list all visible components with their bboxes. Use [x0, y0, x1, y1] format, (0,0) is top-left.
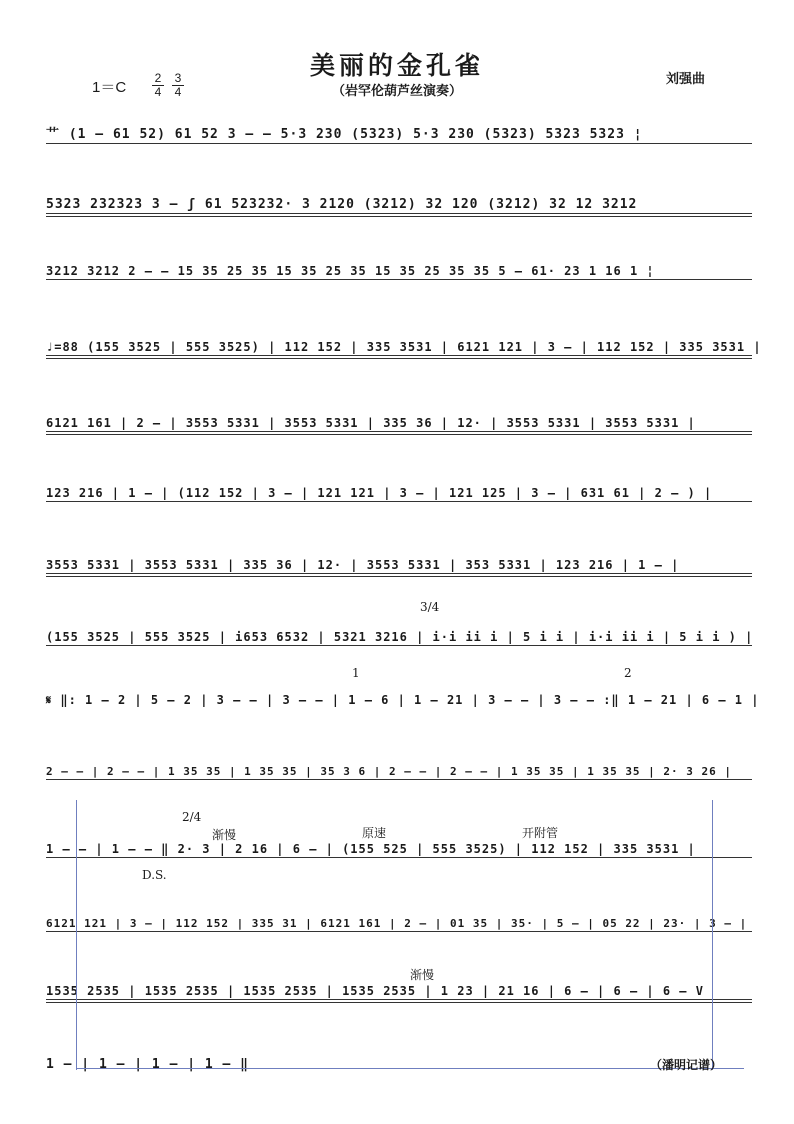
annotation-time-change-2: 2/4 — [182, 810, 202, 824]
annotation-ds: D.S. — [142, 868, 167, 882]
notation-line: 1535 2535 | 1535 2535 | 1535 2535 | 1535 2535 | 1 23 | 21 16 | 6 – | 6 – | 6 – V — [46, 984, 704, 998]
notation-line: 2 – – | 2 – – | 1 35 35 | 1 35 35 | 35 3 6 | 2 – – | 2 – – | 1 35 35 | 1 35 35 | 2· 3 26 | — [46, 765, 733, 778]
score-row-10 — [46, 746, 752, 786]
composer: 刘强曲 — [666, 71, 706, 86]
time-signature-1: 2 4 — [152, 72, 164, 99]
time-signature-2: 3 4 — [172, 72, 184, 99]
annotation-repeat-2: 2 — [624, 666, 632, 680]
score-row-3 — [46, 246, 752, 286]
notation-line: 1 – – | 1 – – ‖ 2· 3 | 2 16 | 6 – | (155 525 | 555 3525) | 112 152 | 335 3531 | — [46, 842, 696, 856]
page-title: 美丽的金孔雀 — [309, 51, 484, 80]
score-row-11 — [46, 824, 752, 864]
score-row-1 — [46, 110, 752, 150]
annotation-tempo-slow: 渐慢 — [212, 828, 237, 842]
score-row-13 — [46, 966, 752, 1006]
notation-line: 6121 121 | 3 – | 112 152 | 335 31 | 6121 161 | 2 – | 01 35 | 35· | 5 – | 05 22 | 23· | 3 – | — [46, 917, 748, 930]
score-row-14 — [46, 1040, 752, 1080]
score-row-5 — [46, 398, 752, 438]
score-row-12 — [46, 898, 752, 938]
score-row-8 — [46, 612, 752, 652]
annotation-tempo-slow-2: 渐慢 — [410, 968, 435, 982]
frame-line-right — [712, 800, 713, 1070]
annotation-repeat-1: 1 — [352, 666, 360, 680]
notation-line: ♩=88 (155 3525 | 555 3525) | 112 152 | 335 3531 | 6121 121 | 3 – | 112 152 | 335 3531 | — [46, 340, 762, 354]
score-row-2 — [46, 180, 752, 220]
score-row-6 — [46, 468, 752, 508]
notation-line: 艹 (1 – 61 52) 61 52 3 – – 5·3 230 (5323) 5·3 230 (5323) 5323 5323 ¦ — [46, 127, 643, 142]
notation-line: 5323 232323 3 – ʃ 61 523232· 3 2120 (3212) 32 120 (3212) 32 12 3212 — [46, 197, 638, 212]
notation-line: 6121 161 | 2 – | 3553 5331 | 3553 5331 | 335 36 | 12· | 3553 5331 | 3553 5331 | — [46, 416, 696, 430]
annotation-open-hole: 开附管 — [522, 826, 559, 840]
notation-line: 𝄋 ‖: 1 – 2 | 5 – 2 | 3 – – | 3 – – | 1 – 6 | 1 – 21 | 3 – – | 3 – – :‖ 1 – 21 | 6 – 1 | — [46, 693, 760, 707]
score-row-7 — [46, 540, 752, 580]
frame-line-bottom — [76, 1068, 744, 1069]
key-signature: 1＝C — [92, 79, 127, 96]
frame-line-left — [76, 800, 77, 1070]
annotation-original-tempo: 原速 — [362, 826, 387, 840]
notation-line: 3212 3212 2 – – 15 35 25 35 15 35 25 35 15 35 25 35 35 5 – 61· 23 1 16 1 ¦ — [46, 264, 655, 278]
annotation-time-change: 3/4 — [420, 600, 440, 614]
notation-line: 3553 5331 | 3553 5331 | 335 36 | 12· | 3553 5331 | 353 5331 | 123 216 | 1 – | — [46, 558, 680, 572]
notation-line: (155 3525 | 555 3525 | i653 6532 | 5321 3216 | i·i ii i | 5 i i | i·i ii i | 5 i i ) | — [46, 630, 754, 644]
score-row-4 — [46, 322, 762, 362]
score-row-9 — [46, 676, 760, 716]
transcriber-credit: （潘明记谱） — [650, 1058, 723, 1072]
notation-line: 1 – | 1 – | 1 – | 1 – ‖ — [46, 1057, 250, 1072]
notation-line: 123 216 | 1 – | (112 152 | 3 – | 121 121 | 3 – | 121 125 | 3 – | 631 61 | 2 – ) | — [46, 486, 713, 500]
page-subtitle: （岩罕伦葫芦丝演奏） — [331, 83, 462, 98]
